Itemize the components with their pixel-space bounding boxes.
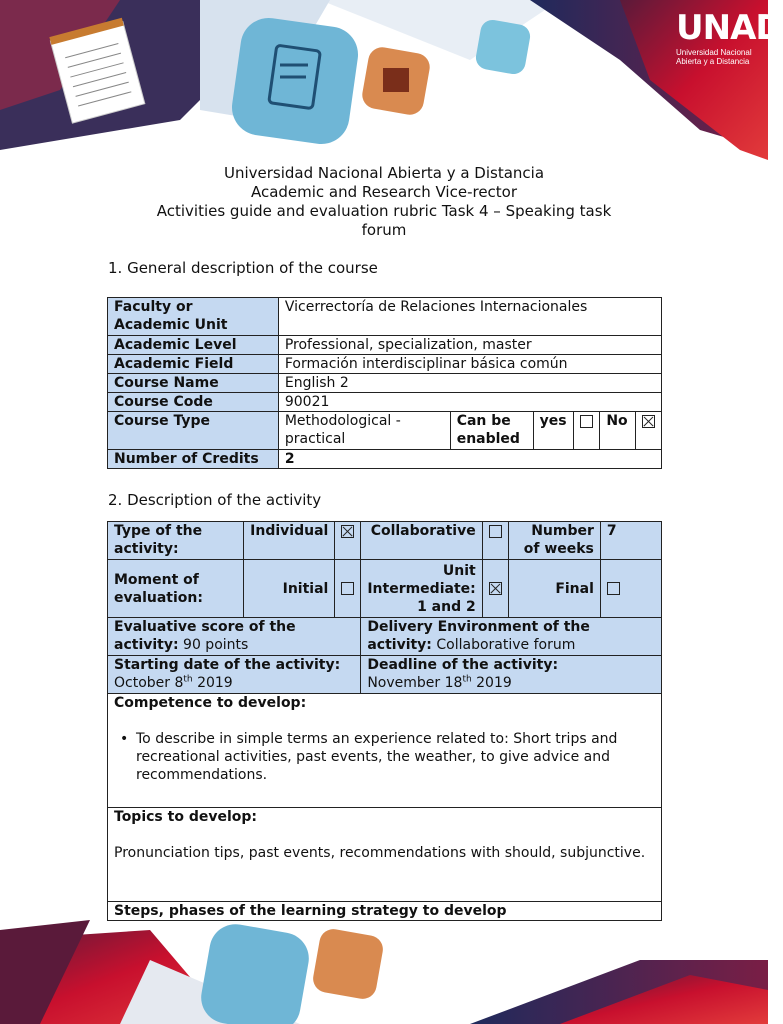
level-label: Academic Level (108, 336, 279, 355)
can-be-enabled-label: Can be enabled (450, 412, 533, 450)
logo-mark: UNAD (676, 8, 783, 48)
yes-label: yes (533, 412, 573, 450)
logo-line2: Abierta y a Distancia (676, 57, 750, 66)
faculty-value: Vicerrectoría de Relaciones Internacionales (278, 298, 661, 336)
score-label: Evaluative score of the activity: (114, 619, 296, 653)
course-type-label: Course Type (108, 412, 279, 450)
start-sup: th (183, 674, 193, 685)
title-line-3: Activities guide and evaluation rubric Task 4 – Speaking task (156, 202, 612, 220)
book-icon (360, 45, 432, 117)
activity-type-label: Type of the activity: (108, 522, 244, 560)
steps-label: Steps, phases of the learning strategy to develop (108, 902, 662, 921)
enabled-yes-checkbox[interactable] (580, 415, 593, 428)
deadline-year: 2019 (476, 675, 512, 691)
deadline-sup: th (462, 674, 472, 685)
env-cell (361, 618, 662, 656)
activity-table (107, 521, 662, 921)
topics-cell (108, 808, 662, 902)
env-label: Delivery Environment of the activity: (367, 619, 590, 653)
score-value: 90 points (183, 637, 249, 653)
intermediate-label: Unit Intermediate: 1 and 2 (361, 560, 482, 618)
course-name-value: English 2 (278, 374, 661, 393)
field-value: Formación interdisciplinar básica común (278, 355, 661, 374)
section1-heading: 1. General description of the course (108, 259, 378, 277)
unad-logo (676, 8, 783, 66)
competence-cell (108, 694, 662, 808)
competence-label: Competence to develop: (114, 695, 307, 711)
start-cell (108, 656, 361, 694)
no-label: No (600, 412, 635, 450)
document-title (100, 164, 668, 240)
weeks-value: 7 (600, 522, 661, 560)
moment-label: Moment of evaluation: (108, 560, 244, 618)
start-year: 2019 (197, 675, 233, 691)
individual-label: Individual (244, 522, 335, 560)
individual-checkbox[interactable] (341, 525, 354, 538)
topics-label: Topics to develop: (114, 809, 257, 825)
enabled-no-checkbox[interactable] (642, 415, 655, 428)
score-cell (108, 618, 361, 656)
level-value: Professional, specialization, master (278, 336, 661, 355)
course-code-value: 90021 (278, 393, 661, 412)
logo-line1: Universidad Nacional (676, 48, 752, 57)
competence-item: • To describe in simple terms an experience related to: Short trips and recreational activities, past events, the weather, to give advice and recommendations. (114, 730, 655, 784)
collaborative-label: Collaborative (361, 522, 482, 560)
deadline-cell (361, 656, 662, 694)
title-line-4: forum (361, 221, 407, 239)
collaborative-checkbox[interactable] (489, 525, 502, 538)
env-value: Collaborative forum (436, 637, 576, 653)
title-line-2: Academic and Research Vice-rector (250, 183, 518, 201)
title-line-1: Universidad Nacional Abierta y a Distancia (223, 164, 545, 182)
faculty-label: Faculty or Academic Unit (108, 298, 279, 336)
course-type-value: Methodological - practical (278, 412, 450, 450)
credits-label: Number of Credits (108, 450, 279, 469)
final-checkbox[interactable] (607, 582, 620, 595)
course-name-label: Course Name (108, 374, 279, 393)
deadline-label: Deadline of the activity: (367, 657, 559, 673)
intermediate-checkbox[interactable] (489, 582, 502, 595)
start-month: October 8 (114, 675, 184, 691)
course-table (107, 297, 662, 469)
initial-checkbox[interactable] (341, 582, 354, 595)
credits-value: 2 (278, 450, 661, 469)
final-label: Final (508, 560, 600, 618)
deadline-month: November 18 (367, 675, 463, 691)
start-label: Starting date of the activity: (114, 657, 341, 673)
initial-label: Initial (244, 560, 335, 618)
topics-value: Pronunciation tips, past events, recommendations with should, subjunctive. (114, 845, 646, 861)
clipboard-icon (228, 14, 361, 147)
course-code-label: Course Code (108, 393, 279, 412)
weeks-label: Number of weeks (508, 522, 600, 560)
section2-heading: 2. Description of the activity (108, 491, 322, 509)
field-label: Academic Field (108, 355, 279, 374)
